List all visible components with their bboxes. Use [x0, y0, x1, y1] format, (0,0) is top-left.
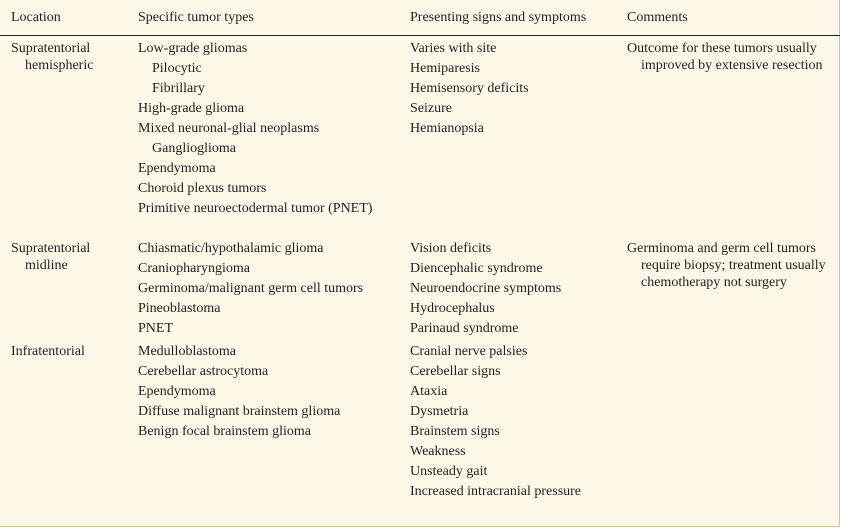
list-item: Dysmetria	[410, 404, 469, 419]
list-item: Pilocytic	[152, 61, 202, 76]
list-item: Cerebellar signs	[410, 364, 501, 379]
list-item: Fibrillary	[152, 81, 205, 96]
list-item: Primitive neuroectodermal tumor (PNET)	[138, 201, 373, 216]
list-item: Parinaud syndrome	[410, 321, 519, 336]
list-item: Cranial nerve palsies	[410, 344, 528, 359]
list-item: Low-grade gliomas	[138, 41, 248, 56]
list-item: Hemianopsia	[410, 121, 484, 136]
list-item: High-grade glioma	[138, 101, 245, 116]
comment-cell: Germinoma and germ cell tumors require biopsy; treatment usually chemotherapy not surgery	[627, 241, 826, 290]
location-cell: Supratentorial midline	[11, 241, 91, 273]
list-item: Vision deficits	[410, 241, 492, 256]
list-item: Ependymoma	[138, 161, 216, 176]
list-item: Diffuse malignant brainstem glioma	[138, 404, 341, 419]
list-item: Hemiparesis	[410, 61, 480, 76]
list-item: Seizure	[410, 101, 452, 116]
list-item: Pineoblastoma	[138, 301, 221, 316]
list-item: Brainstem signs	[410, 424, 500, 439]
header-location: Location	[11, 10, 61, 25]
list-item: Benign focal brainstem glioma	[138, 424, 312, 439]
list-item: Varies with site	[410, 41, 497, 56]
list-item: Ganglioglioma	[152, 141, 236, 156]
list-item: Diencephalic syndrome	[410, 261, 543, 276]
list-item: Hemisensory deficits	[410, 81, 529, 96]
list-item: Germinoma/malignant germ cell tumors	[138, 281, 364, 296]
list-item: Unsteady gait	[410, 464, 488, 479]
list-item: Neuroendocrine symptoms	[410, 281, 562, 296]
list-item: Ataxia	[410, 384, 448, 399]
table-header	[0, 0, 840, 36]
list-item: Chiasmatic/hypothalamic glioma	[138, 241, 324, 256]
list-item: Craniopharyngioma	[138, 261, 250, 276]
comment-cell: Outcome for these tumors usually improved by extensive resection	[627, 41, 823, 73]
location-cell: Supratentorial hemispheric	[11, 41, 94, 73]
list-item: PNET	[138, 321, 173, 336]
list-item: Medulloblastoma	[138, 344, 236, 359]
header-comments: Comments	[627, 10, 688, 25]
list-item: Choroid plexus tumors	[138, 181, 267, 196]
list-item: Weakness	[410, 444, 466, 459]
list-item: Hydrocephalus	[410, 301, 495, 316]
list-item: Increased intracranial pressure	[410, 484, 582, 499]
list-item: Cerebellar astrocytoma	[138, 364, 269, 379]
header-tumor-types: Specific tumor types	[138, 10, 254, 25]
header-signs: Presenting signs and symptoms	[410, 10, 587, 25]
location-cell: Infratentorial	[11, 344, 85, 359]
list-item: Mixed neuronal-glial neoplasms	[138, 121, 320, 136]
list-item: Ependymoma	[138, 384, 216, 399]
